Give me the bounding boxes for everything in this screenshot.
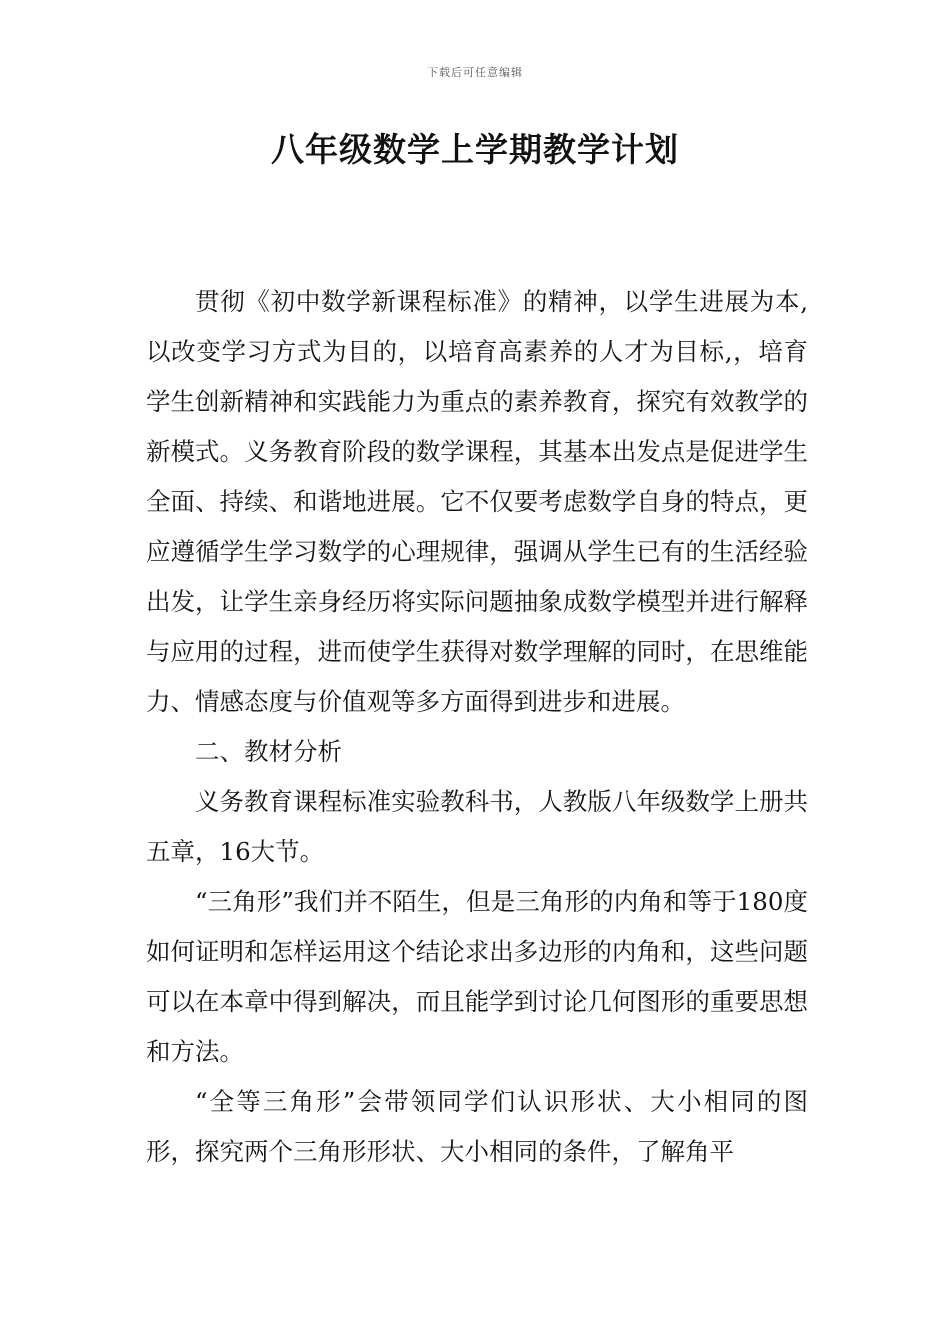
paragraph-congruent-triangles: “全等三角形”会带领同学们认识形状、大小相同的图形，探究两个三角形形状、大小相同的条件，了解角平 — [146, 1087, 808, 1166]
section-heading-textbook-analysis: 二、教材分析 — [195, 737, 342, 766]
document-body — [146, 277, 808, 1177]
paragraph-triangles: “三角形”我们并不陌生，但是三角形的内角和等于180度如何证明和怎样运用这个结论求出多边形的内角和，这些问题可以在本章中得到解决，而且能学到讨论几何图形的重要思想和方法。 — [146, 887, 808, 1066]
paragraph-intro: 贯彻《初中数学新课程标准》的精神，以学生进展为本,以改变学习方式为目的，以培育高素养的人才为目标,，培育学生创新精神和实践能力为重点的素养教育，探究有效教学的新模式。义务教育阶段的数学课程，其基本出发点是促进学生全面、持续、和谐地进展。它不仅要考虑数学自身的特点，更应遵循学生学习数学的心理规律，强调从学生已有的生活经验出发，让学生亲身经历将实际问题抽象成数学模型并进行解释与应用的过程，进而使学生获得对数学理解的同时，在思维能力、情感态度与价值观等多方面得到进步和进展。 — [146, 287, 808, 716]
paragraph-textbook-overview: 义务教育课程标准实验教科书，人教版八年级数学上册共五章，16大节。 — [146, 787, 808, 866]
header-note: 下载后可任意编辑 — [427, 66, 523, 79]
document-title: 八年级数学上学期教学计划 — [271, 130, 679, 169]
